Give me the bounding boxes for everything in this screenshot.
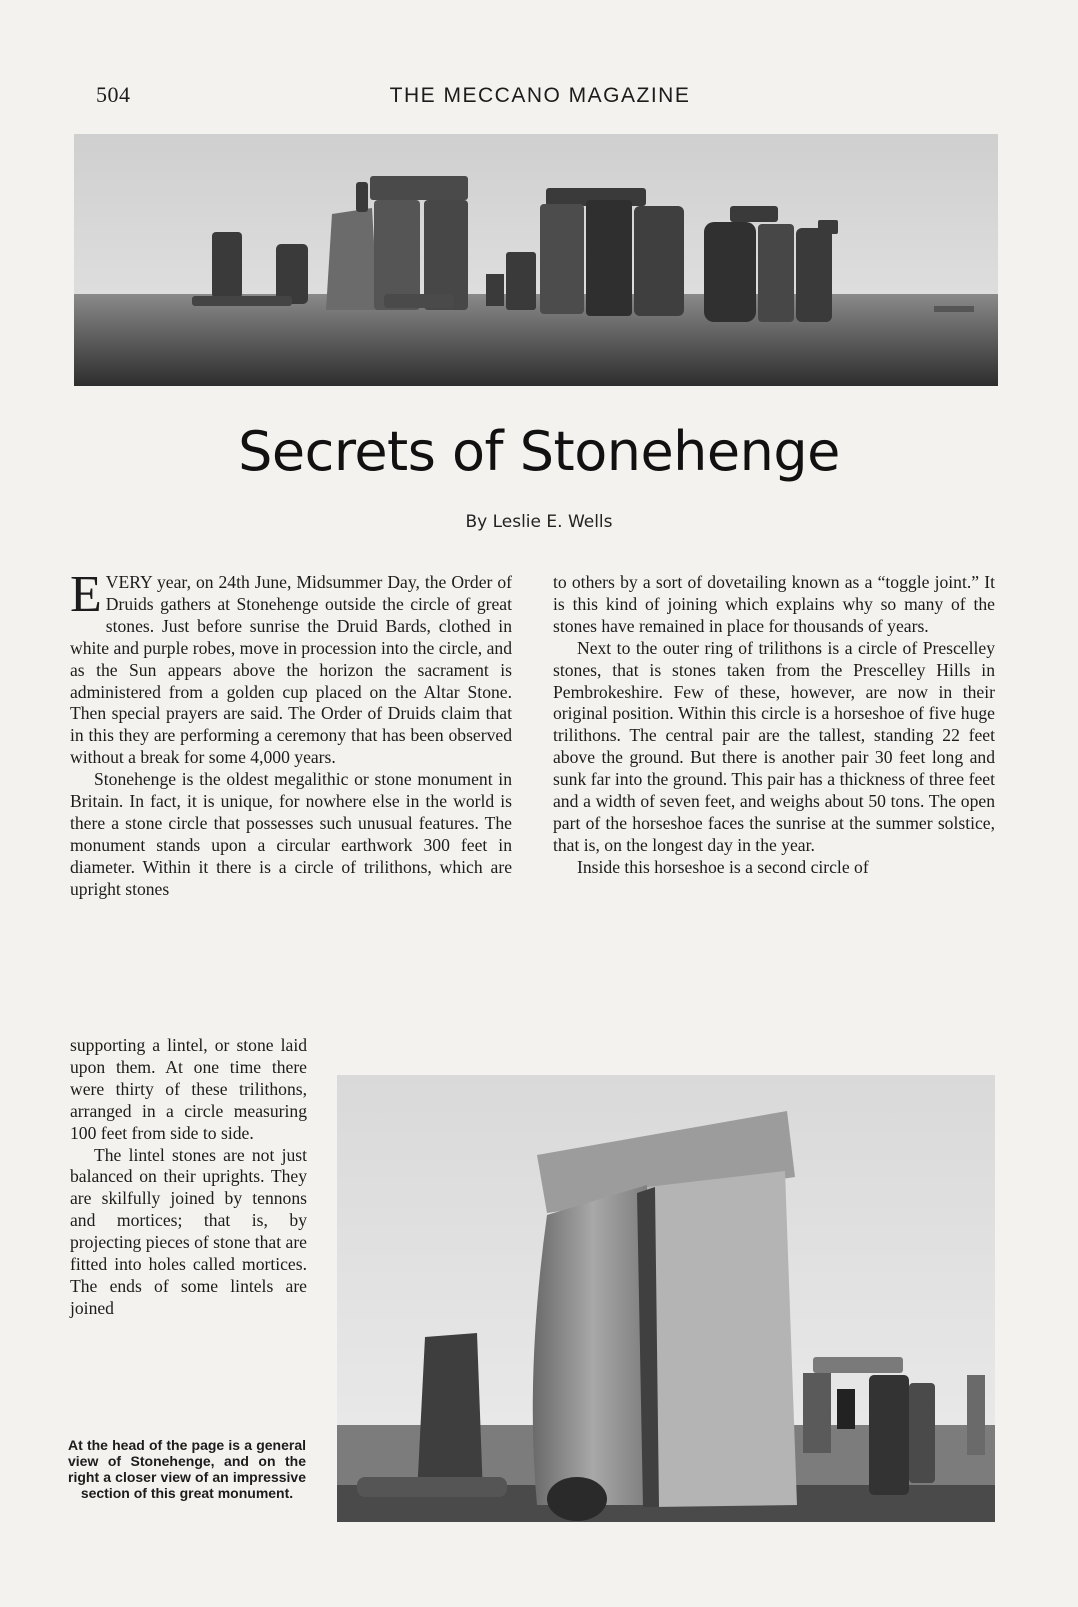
paragraph: to others by a sort of dovetailing known as a “toggle joint.” It is this kind of joining which explains why so many of the stones have remained in place for thousands of years. <box>553 572 995 636</box>
paragraph: The lintel stones are not just balanced on their uprights. They are skilfully joined by tennons and mortices; that is, by projecting pieces of stone that are fitted into holes called mortices. The ends of some lintels are joined <box>70 1144 307 1318</box>
photo-caption: At the head of the page is a general view of Stonehenge, and on the right a closer view of an impressive section of this great monument. <box>68 1437 306 1501</box>
paragraph: Next to the outer ring of trilithons is a circle of Prescelley stones, that is stones taken from the Prescelley Hills in Pembrokeshire. Few of these, however, are now in their original position. Within this circle is a horseshoe of five huge trilithons. The central pair are the tallest, standing 22 feet above the ground. But there is another pair 30 feet long and sunk far into the ground. This pair has a thickness of three feet and a width of seven feet, and weighs about 50 tons. The open part of the horseshoe faces the sunrise at the summer solstice, that is, on the longest day in the year. <box>553 637 995 855</box>
paragraph: Stonehenge is the oldest megalithic or stone monument in Britain. In fact, it is unique, for nowhere else in the world is there a stone circle that possesses such unusual features. The monument stands upon a circular earthwork 300 feet in diameter. Within it there is a circle of trilithons, which are upright stones <box>70 769 512 899</box>
paragraph: EVERY year, on 24th June, Midsummer Day, the Order of Druids gathers at Stonehenge outside the circle of great stones. Just before sunrise the Druid Bards, clothed in white and purple robes, move in procession into the circle, and as the Sun appears above the horizon the sacrament is administered from a golden cup placed on the Altar Stone. Then special prayers are said. The Order of Druids claim that in this they are performing a ceremony that has been observed without a break for some 4,000 years. <box>70 566 512 768</box>
running-head: THE MECCANO MAGAZINE <box>389 84 691 107</box>
paragraph: supporting a lintel, or stone laid upon them. At one time there were thirty of these trilithons, arranged in a circle measuring 100 feet from side to side. <box>70 1035 307 1143</box>
left-column <box>70 566 512 901</box>
drop-cap: E <box>70 566 102 623</box>
stonehenge-closeup-photo <box>337 1075 995 1522</box>
narrow-column <box>70 1035 307 1320</box>
right-column <box>553 572 995 879</box>
stonehenge-general-view-photo <box>74 134 998 386</box>
article-title: Secrets of Stonehenge <box>238 420 840 483</box>
page-number: 504 <box>96 82 131 107</box>
paragraph: Inside this horseshoe is a second circle of <box>577 856 869 877</box>
article-byline: By Leslie E. Wells <box>465 512 613 532</box>
